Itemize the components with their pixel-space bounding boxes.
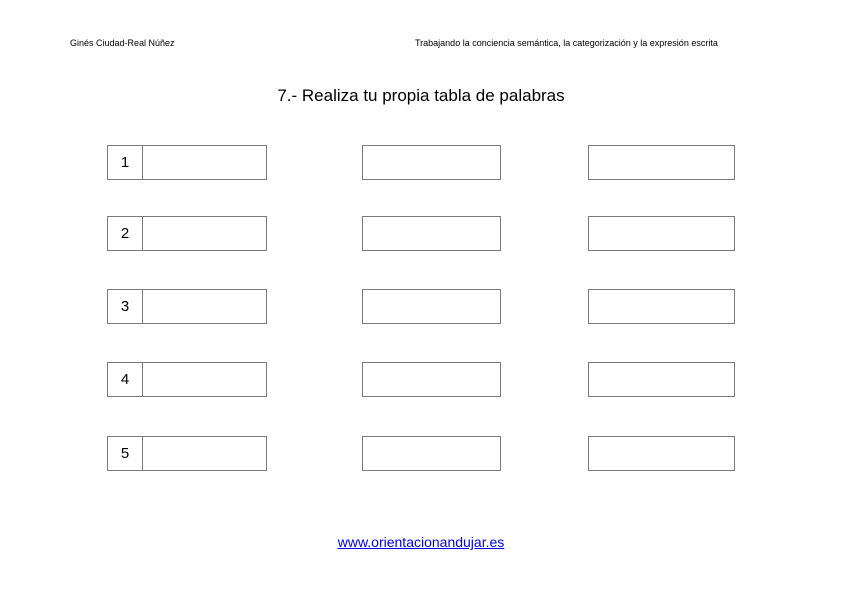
word-row-2 bbox=[0, 216, 842, 253]
header-subtitle: Trabajando la conciencia semántica, la categorización y la expresión escrita bbox=[415, 38, 718, 48]
word-box-col1[interactable] bbox=[107, 216, 267, 251]
word-box-col3[interactable] bbox=[588, 362, 735, 397]
word-box-col1[interactable] bbox=[107, 289, 267, 324]
row-number: 1 bbox=[108, 146, 143, 179]
row-number: 2 bbox=[108, 217, 143, 250]
word-box-col3[interactable] bbox=[588, 216, 735, 251]
word-box-col2[interactable] bbox=[362, 289, 501, 324]
word-row-1 bbox=[0, 145, 842, 182]
word-box-col2[interactable] bbox=[362, 145, 501, 180]
word-box-col2[interactable] bbox=[362, 216, 501, 251]
word-box-col1[interactable] bbox=[107, 145, 267, 180]
word-box-col1[interactable] bbox=[107, 362, 267, 397]
word-row-3 bbox=[0, 289, 842, 326]
word-row-5 bbox=[0, 436, 842, 473]
page-title: 7.- Realiza tu propia tabla de palabras bbox=[277, 86, 565, 105]
word-box-col1[interactable] bbox=[107, 436, 267, 471]
word-box-col3[interactable] bbox=[588, 289, 735, 324]
row-number: 4 bbox=[108, 363, 143, 396]
word-box-col3[interactable] bbox=[588, 436, 735, 471]
row-number: 3 bbox=[108, 290, 143, 323]
header-author: Ginés Ciudad-Real Núñez bbox=[70, 38, 175, 48]
footer bbox=[0, 534, 842, 550]
word-row-4 bbox=[0, 362, 842, 399]
row-number: 5 bbox=[108, 437, 143, 470]
word-box-col2[interactable] bbox=[362, 436, 501, 471]
word-box-col3[interactable] bbox=[588, 145, 735, 180]
website-link[interactable]: www.orientacionandujar.es bbox=[337, 534, 505, 550]
word-box-col2[interactable] bbox=[362, 362, 501, 397]
